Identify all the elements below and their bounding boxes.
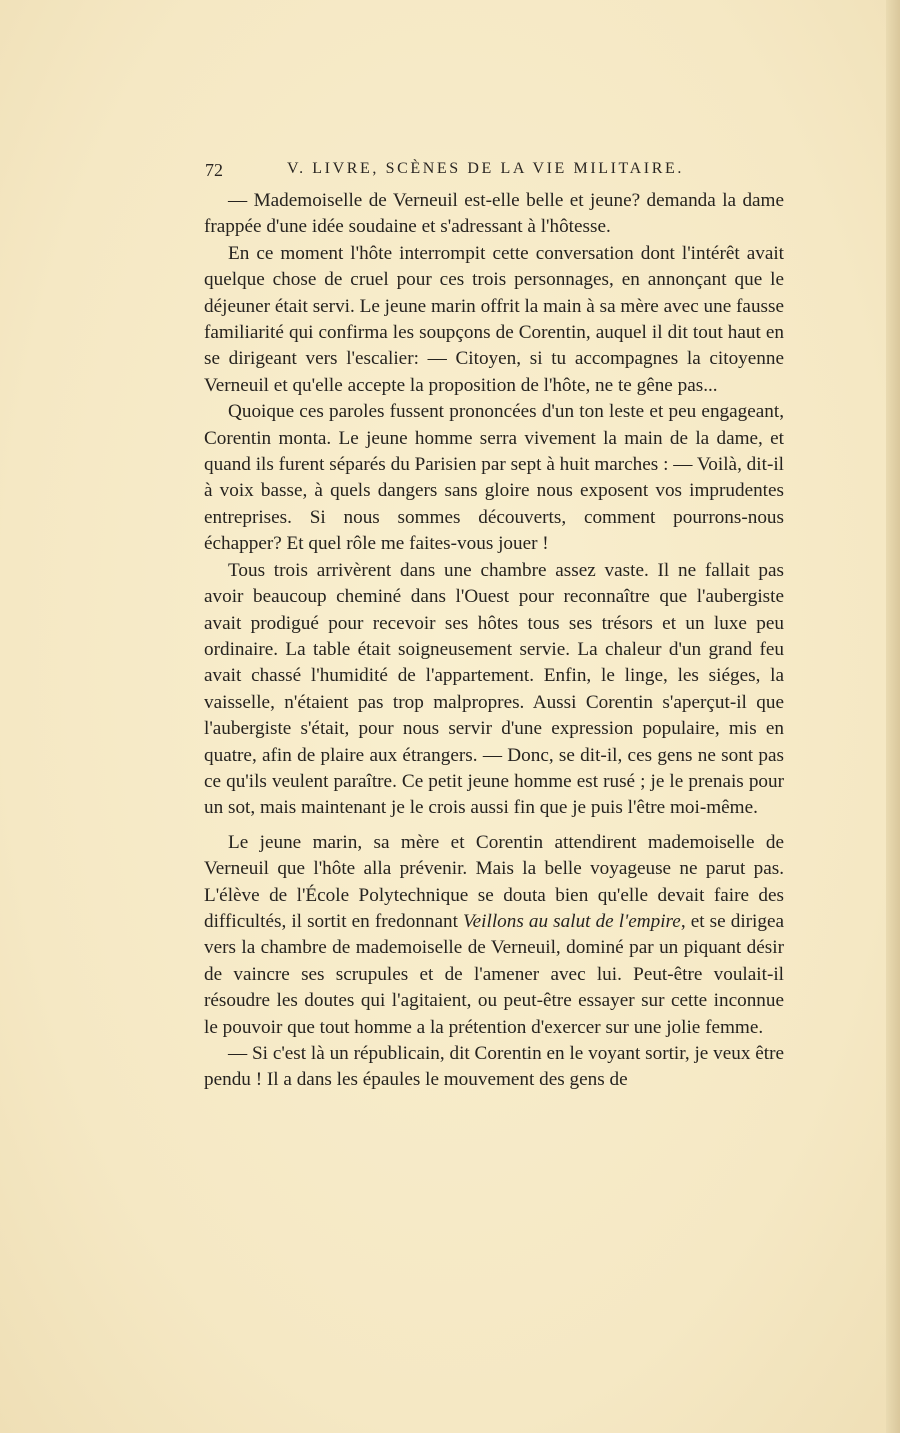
paragraph-2: En ce moment l'hôte interrompit cette conversation dont l'intérêt avait quelque chose de cruel pour ces trois personnages, en annonçant que le déjeuner était servi. Le jeune marin offrit la main à sa mère avec une fausse familiarité qui confirma les soupçons de Corentin, auquel il dit tout haut en se dirigeant vers l'escalier: — Citoyen, si tu accompagnes la citoyenne Verneuil et qu'elle accepte la proposition de l'hôte, ne te gêne pas... [204, 242, 784, 396]
page-edge [886, 0, 900, 1433]
paragraph-1: — Mademoiselle de Verneuil est-elle belle et jeune? demanda la dame frappée d'une idée soudaine et s'adressant à l'hôtesse. [204, 190, 784, 238]
body-text [204, 188, 784, 1094]
running-header [205, 154, 785, 184]
paragraph-4: Tous trois arrivèrent dans une chambre assez vaste. Il ne fallait pas avoir beaucoup cheminé dans l'Ouest pour reconnaître que l'aubergiste avait prodigué pour recevoir ses hôtes tous ses trésors et un luxe peu ordinaire. La table était soigneusement servie. La chaleur d'un grand feu avait chassé l'humidité de l'appartement. Enfin, le linge, les siéges, la vaisselle, n'étaient pas trop malpropres. Aussi Corentin s'aperçut-il que l'aubergiste s'était, pour nous servir d'une expression populaire, mis en quatre, afin de plaire aux étrangers. — Donc, se dit-il, ces gens ne sont pas ce qu'ils veulent paraître. Ce petit jeune homme est rusé ; je le prenais pour un sot, mais maintenant je le crois aussi fin que je puis l'être moi-même. [204, 559, 784, 819]
paragraph-6: — Si c'est là un républicain, dit Corentin en le voyant sortir, je veux être pendu ! Il a dans les épaules le mouvement des gens de [204, 1043, 784, 1091]
paragraph-5-after: , et se dirigea vers la chambre de mademoiselle de Verneuil, dominé par un piquant désir de vaincre ses scrupules et de l'amener avec lui. Peut-être voulait-il résoudre les doutes qui l'agitaient, ou peut-être essayer sur cette inconnue le pouvoir que tout homme a la prétention d'exercer sur une jolie femme. [204, 910, 784, 1038]
paragraph-3: Quoique ces paroles fussent prononcées d'un ton leste et peu engageant, Corentin monta. Le jeune homme serra vivement la main de la dame, et quand ils furent séparés du Parisien par sept à huit marches : — Voilà, dit-il à voix basse, à quels dangers sans gloire nous exposent vos imprudentes entreprises. Si nous sommes découverts, comment pourrons-nous échapper? Et quel rôle me faites-vous jouer ! [204, 401, 784, 555]
page-number: 72 [205, 160, 223, 180]
paragraph-5-before: Le jeune marin, sa mère et Corentin attendirent mademoiselle de Verneuil que l'hôte alla prévenir. Mais la belle voyageuse ne parut pas. L'élève de l'École Polytechnique se douta bien qu'elle devait faire des difficultés, il sortit en fredonnant [204, 831, 784, 932]
paragraph-5 [204, 830, 784, 1041]
song-title: Veillons au salut de l'empire [463, 910, 681, 932]
running-title: V. LIVRE, SCÈNES DE LA VIE MILITAIRE. [287, 160, 684, 177]
